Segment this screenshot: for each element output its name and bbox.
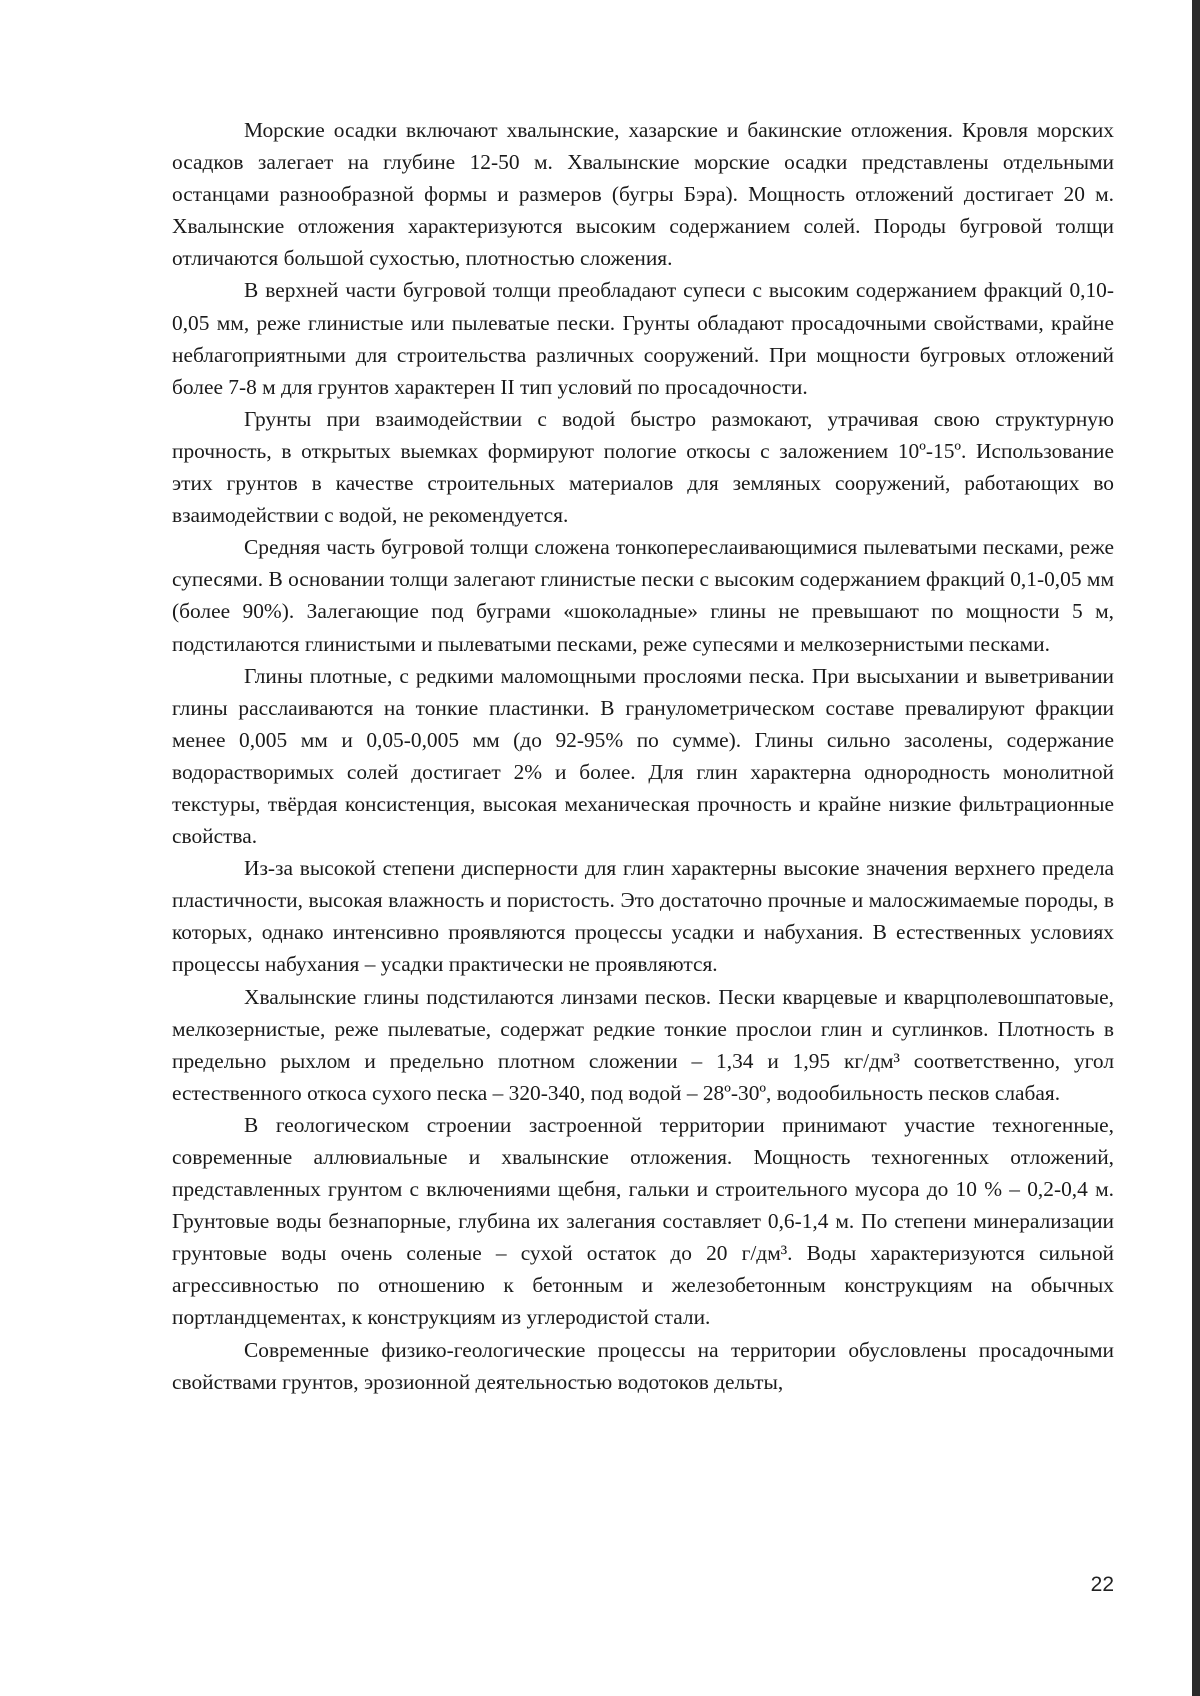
paragraph-clay-dispersity: Из-за высокой степени дисперности для глин характерны высокие значения верхнего предела пластичности, высокая влажность и пористость. Это достаточно прочные и малосжимаемые породы, в которых, однако интенсивно проявляются процессы усадки и набухания. В естественных условиях процессы набухания – усадки практически не проявляются. <box>172 856 1114 977</box>
paragraph-marine-sediments: Морские осадки включают хвалынские, хазарские и бакинские отложения. Кровля морских осадков залегает на глубине 12-50 м. Хвалынские морские осадки представлены отдельными останцами разнообразной формы и размеров (бугры Бэра). Мощность отложений достигает 20 м. Хвалынские отложения характеризуются высоким содержанием солей. Породы бугровой толщи отличаются большой сухостью, плотностью сложения. <box>172 118 1114 271</box>
paragraph-upper-mound-strata: В верхней части бугровой толщи преобладают супеси с высоким содержанием фракций 0,10-0,05 мм, реже глинистые или пылеватые пески. Грунты обладают просадочными свойствами, крайне неблагоприятными для строительства различных сооружений. При мощности бугровых отложений более 7-8 м для грунтов характерен II тип условий по просадочности. <box>172 278 1114 399</box>
paragraph-soil-water-interaction: Грунты при взаимодействии с водой быстро размокают, утрачивая свою структурную прочность, в открытых выемках формируют пологие откосы с заложением 10º-15º. Использование этих грунтов в качестве строительных материалов для земляных сооружений, работающих во взаимодействии с водой, не рекомендуется. <box>172 406 1114 528</box>
page-number: 22 <box>1090 1573 1114 1596</box>
paragraph-middle-mound-strata: Средняя часть бугровой толщи сложена тонкопереслаивающимися пылеватыми песками, реже супесями. В основании толщи залегают глинистые пески с высоким содержанием фракций 0,1-0,05 мм (более 90%). Залегающие под буграми «шоколадные» глины не превышают по мощности 5 м, подстилаются глинистыми и пылеватыми песками, реже супесями и мелкозернистыми песками. <box>172 535 1114 656</box>
page-edge-border <box>1192 0 1200 1696</box>
paragraph-khvalyn-sands: Хвалынские глины подстилаются линзами песков. Пески кварцевые и кварцполевошпатовые, мелкозернистые, реже пылеватые, содержат редкие тонкие прослои глин и суглинков. Плотность в предельно рыхлом и предельно плотном сложении – 1,34 и 1,95 кг/дм³ соответственно, угол естественного откоса сухого песка – 320-340, под водой – 28º-30º, водообильность песков слабая. <box>172 984 1114 1105</box>
paragraph-clay-properties: Глины плотные, с редкими маломощными прослоями песка. При высыхании и выветривании глины расслаиваются на тонкие пластинки. В гранулометрическом составе превалируют фракции менее 0,005 мм и 0,05-0,005 мм (до 92-95% по сумме). Глины сильно засолены, содержание водорастворимых солей достигает 2% и более. Для глин характерна однородность монолитной текстуры, твёрдая консистенция, высокая механическая прочность и крайне низкие фильтрационные свойства. <box>172 663 1114 849</box>
paragraph-geological-processes: Современные физико-геологические процессы на территории обусловлены просадочными свойствами грунтов, эрозионной деятельностью водотоков дельты, <box>172 1337 1114 1394</box>
body-text <box>172 114 1114 1398</box>
paragraph-built-territory-geology: В геологическом строении застроенной территории принимают участие техногенные, современные аллювиальные и хвалынские отложения. Мощность техногенных отложений, представленных грунтом с включениями щебня, гальки и строительного мусора до 10 % – 0,2-0,4 м. Грунтовые воды безнапорные, глубина их залегания составляет 0,6-1,4 м. По степени минерализации грунтовые воды очень соленые – сухой остаток до 20 г/дм³. Воды характеризуются сильной агрессивностью по отношению к бетонным и железобетонным конструкциям на обычных портландцементах, к конструкциям из углеродистой стали. <box>172 1112 1114 1330</box>
